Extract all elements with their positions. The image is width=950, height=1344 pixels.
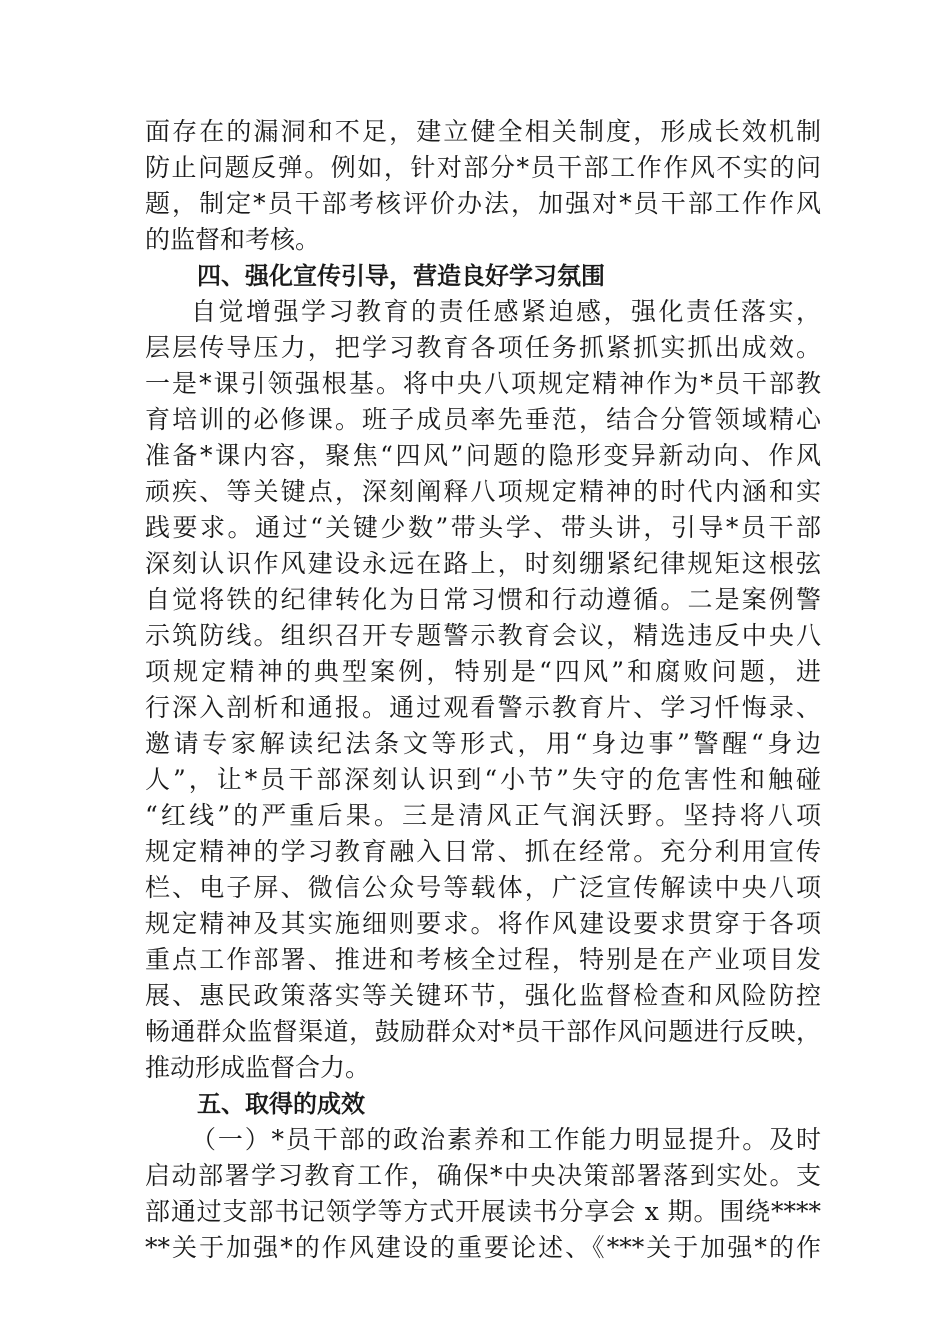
body-line: 防止问题反弹。例如，针对部分*员干部工作作风不实的问 — [145, 153, 821, 182]
body-line: 深刻认识作风建设永远在路上，时刻绷紧纪律规矩这根弦 — [145, 549, 821, 578]
body-line: 邀请专家解读纪法条文等形式，用“身边事”警醒“身边 — [145, 729, 821, 758]
section-heading-5: 五、取得的成效 — [197, 1090, 365, 1118]
body-line: 一是*课引领强根基。将中央八项规定精神作为*员干部教 — [145, 369, 821, 398]
body-line: **关于加强*的作风建设的重要论述、《***关于加强*的作 — [145, 1233, 821, 1262]
body-line: 自觉将铁的纪律转化为日常习惯和行动遵循。二是案例警 — [145, 585, 821, 614]
paragraph-first-line: 自觉增强学习教育的责任感紧迫感，强化责任落实， — [191, 297, 821, 326]
body-line: 行深入剖析和通报。通过观看警示教育片、学习忏悔录、 — [145, 693, 821, 722]
body-line: 育培训的必修课。班子成员率先垂范，结合分管领域精心 — [145, 405, 821, 434]
body-line: 顽疾、等关键点，深刻阐释八项规定精神的时代内涵和实 — [145, 477, 821, 506]
body-line: 重点工作部署、推进和考核全过程，特别是在产业项目发 — [145, 945, 821, 974]
body-line: 畅通群众监督渠道，鼓励群众对*员干部作风问题进行反映， — [145, 1017, 821, 1046]
body-line: “红线”的严重后果。三是清风正气润沃野。坚持将八项 — [145, 801, 821, 830]
section-heading-4: 四、强化宣传引导，营造良好学习氛围 — [197, 262, 605, 290]
body-line: 层层传导压力，把学习教育各项任务抓紧抓实抓出成效。 — [145, 333, 821, 362]
body-line: 推动形成监督合力。 — [145, 1053, 371, 1082]
body-line: 栏、电子屏、微信公众号等载体，广泛宣传解读中央八项 — [145, 873, 821, 902]
body-line: 项规定精神的典型案例，特别是“四风”和腐败问题，进 — [145, 657, 821, 686]
body-line: 示筑防线。组织召开专题警示教育会议，精选违反中央八 — [145, 621, 821, 650]
body-line: 人”，让*员干部深刻认识到“小节”失守的危害性和触碰 — [145, 765, 821, 794]
body-line: 启动部署学习教育工作，确保*中央决策部署落到实处。支 — [145, 1161, 821, 1190]
body-line: 规定精神的学习教育融入日常、抓在经常。充分利用宣传 — [145, 837, 821, 866]
body-line: 展、惠民政策落实等关键环节，强化监督检查和风险防控 — [145, 981, 821, 1010]
body-line: 部通过支部书记领学等方式开展读书分享会 x 期。围绕**** — [145, 1197, 821, 1226]
document-body — [145, 114, 821, 1266]
body-line: 践要求。通过“关键少数”带头学、带头讲，引导*员干部 — [145, 513, 821, 542]
body-line: 面存在的漏洞和不足，建立健全相关制度，形成长效机制 — [145, 117, 821, 146]
body-line: 规定精神及其实施细则要求。将作风建设要求贯穿于各项 — [145, 909, 821, 938]
body-line: 题，制定*员干部考核评价办法，加强对*员干部工作作风 — [145, 189, 821, 218]
paragraph-first-line: （一）*员干部的政治素养和工作能力明显提升。及时 — [191, 1125, 821, 1154]
body-line: 的监督和考核。 — [145, 225, 321, 254]
body-line: 准备*课内容，聚焦“四风”问题的隐形变异新动向、作风 — [145, 441, 821, 470]
